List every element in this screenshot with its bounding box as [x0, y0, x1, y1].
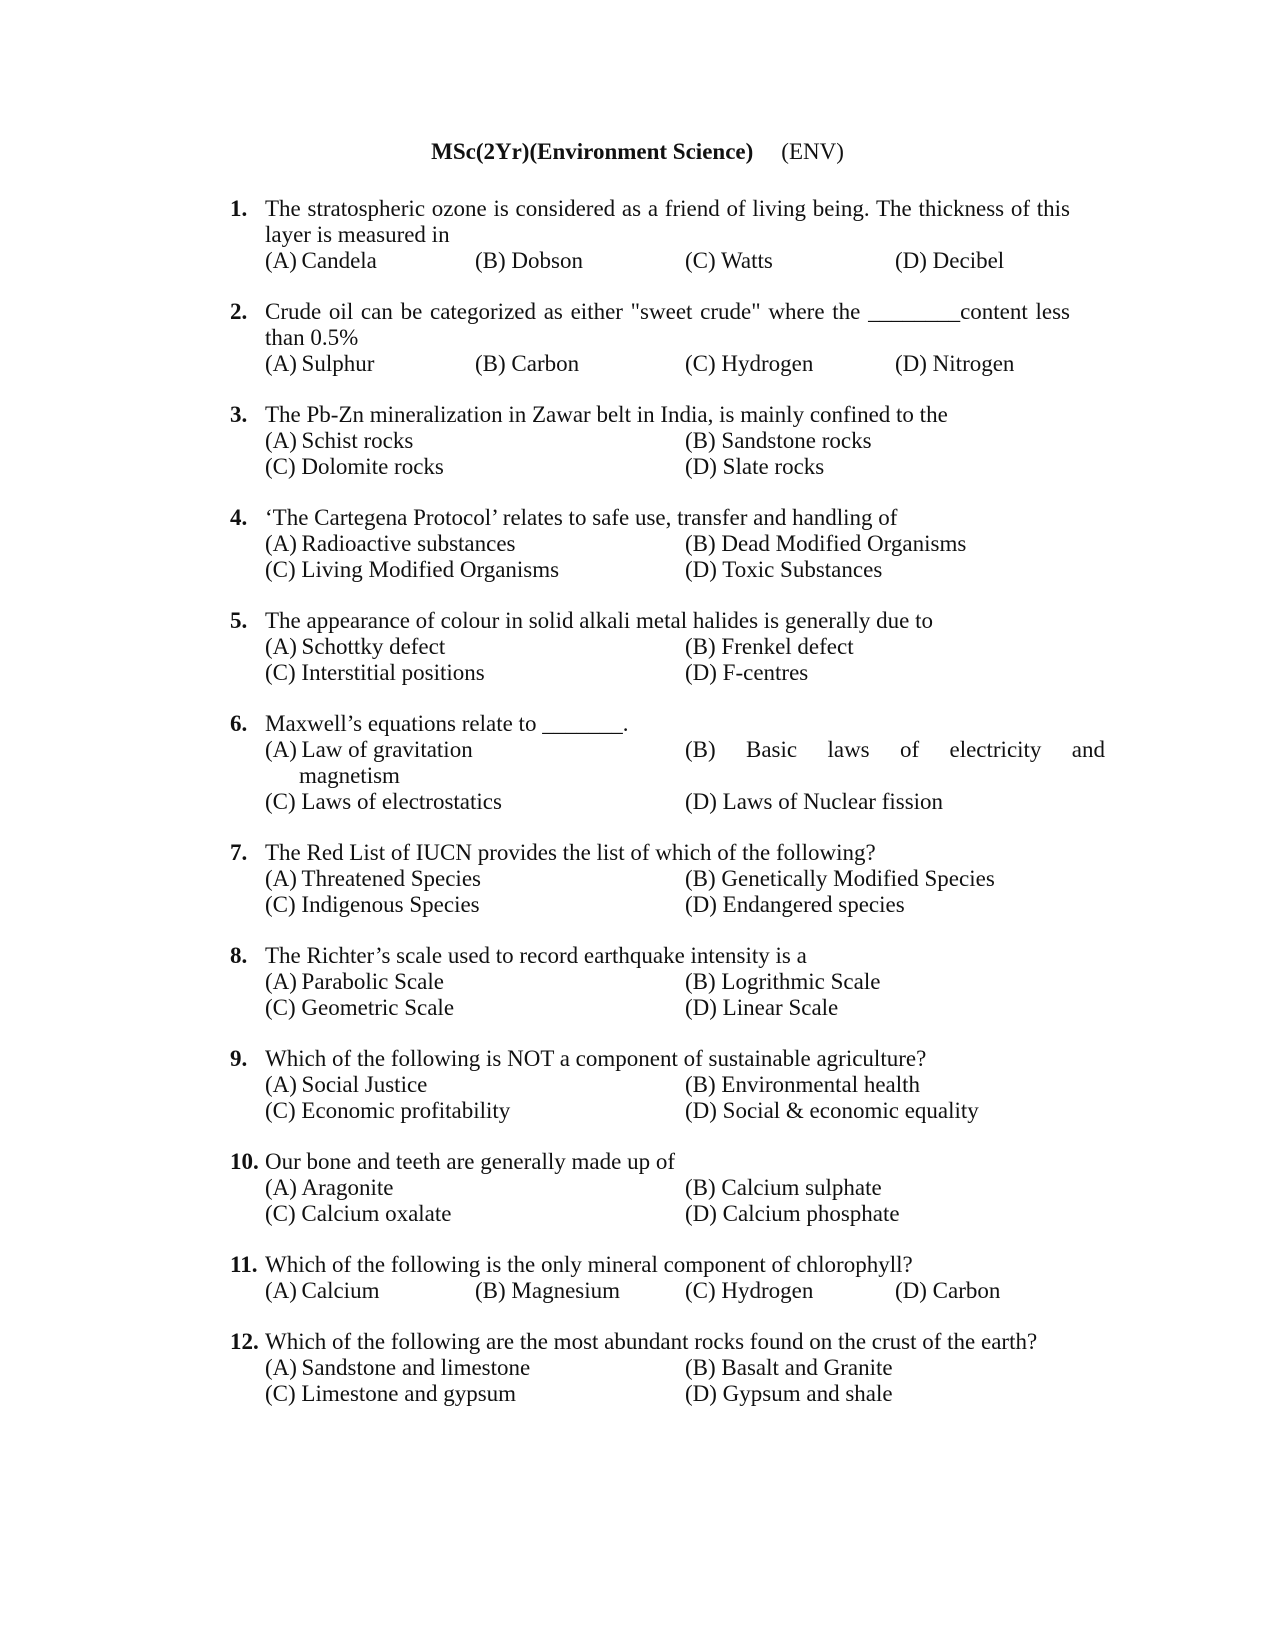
- question-text: The stratospheric ozone is considered as a friend of living being. The thickness of this layer is measured in: [265, 196, 1076, 247]
- question-3: [230, 402, 1070, 480]
- question-number: 6.: [230, 711, 248, 736]
- question-text: Which of the following is the only mineral component of chlorophyll?: [265, 1252, 913, 1277]
- question-text: Which of the following is NOT a component of sustainable agriculture?: [265, 1046, 927, 1071]
- option-list: [265, 1278, 1070, 1304]
- option-list: [265, 969, 1070, 1021]
- question-number: 8.: [230, 943, 248, 968]
- option-c: (C) Laws of electrostatics: [265, 789, 502, 814]
- option-b: (B) Genetically Modified Species: [685, 866, 995, 891]
- question-number: 5.: [230, 608, 248, 633]
- question-5: [230, 608, 1070, 686]
- question-12: [230, 1329, 1070, 1407]
- option-d: (D) Linear Scale: [685, 995, 839, 1020]
- option-d: (D) F-centres: [685, 660, 809, 685]
- option-spacer: [685, 763, 1105, 789]
- option-b: (B) Carbon: [475, 351, 580, 376]
- question-number: 4.: [230, 505, 248, 530]
- option-c: (C) Hydrogen: [685, 1278, 814, 1303]
- option-c: (C) Living Modified Organisms: [265, 557, 560, 582]
- option-d: (D) Laws of Nuclear fission: [685, 789, 944, 814]
- question-text: Crude oil can be categorized as either "sweet crude" where the ________content less than 0.5%: [265, 299, 1076, 350]
- option-c: (C) Hydrogen: [685, 351, 814, 376]
- question-text: The appearance of colour in solid alkali metal halides is generally due to: [265, 608, 934, 633]
- option-a: (A) Schottky defect: [265, 634, 446, 659]
- option-b: (B) Magnesium: [475, 1278, 621, 1303]
- option-b: (B) Calcium sulphate: [685, 1175, 882, 1200]
- option-a: (A) Calcium: [265, 1278, 380, 1303]
- option-a: (A) Parabolic Scale: [265, 969, 444, 994]
- question-6: [230, 711, 1105, 815]
- option-d: (D) Nitrogen: [895, 351, 1015, 376]
- question-number: 7.: [230, 840, 248, 865]
- question-text: The Richter’s scale used to record earthquake intensity is a: [265, 943, 807, 968]
- option-a: (A) Schist rocks: [265, 428, 414, 453]
- option-c: (C) Economic profitability: [265, 1098, 511, 1123]
- option-b: (B) Basic laws of electricity and: [685, 737, 1105, 762]
- question-4: [230, 505, 1070, 583]
- question-number: 9.: [230, 1046, 248, 1071]
- option-list: [265, 1175, 1070, 1227]
- option-list: [265, 248, 1070, 274]
- option-list: [265, 1072, 1070, 1124]
- question-number: 2.: [230, 299, 248, 324]
- question-number: 11.: [230, 1252, 258, 1277]
- option-d: (D) Gypsum and shale: [685, 1381, 893, 1406]
- option-list: [265, 634, 1070, 686]
- option-b: (B) Basalt and Granite: [685, 1355, 893, 1380]
- option-b: (B) Frenkel defect: [685, 634, 854, 659]
- question-7: [230, 840, 1070, 918]
- option-d: (D) Decibel: [895, 248, 1005, 273]
- option-c: (C) Dolomite rocks: [265, 454, 444, 479]
- option-d: (D) Slate rocks: [685, 454, 825, 479]
- option-list: [265, 531, 1070, 583]
- question-10: [230, 1149, 1070, 1227]
- option-b: (B) Sandstone rocks: [685, 428, 872, 453]
- option-b-continuation: magnetism: [299, 763, 400, 788]
- option-list: [265, 1355, 1070, 1407]
- question-text: Our bone and teeth are generally made up of: [265, 1149, 675, 1174]
- option-d: (D) Endangered species: [685, 892, 905, 917]
- option-a: (A) Threatened Species: [265, 866, 481, 891]
- option-a: (A) Sandstone and limestone: [265, 1355, 531, 1380]
- question-text: Which of the following are the most abundant rocks found on the crust of the earth?: [265, 1329, 1038, 1354]
- option-d: (D) Carbon: [895, 1278, 1001, 1303]
- option-c: (C) Watts: [685, 248, 773, 273]
- option-b: (B) Dobson: [475, 248, 583, 273]
- question-text: The Pb-Zn mineralization in Zawar belt in India, is mainly confined to the: [265, 402, 948, 427]
- question-9: [230, 1046, 1070, 1124]
- option-d: (D) Social & economic equality: [685, 1098, 979, 1123]
- option-b: (B) Environmental health: [685, 1072, 921, 1097]
- option-c: (C) Indigenous Species: [265, 892, 480, 917]
- question-1: [230, 196, 1076, 274]
- option-list: [265, 351, 1070, 377]
- question-number: 3.: [230, 402, 248, 427]
- question-number: 1.: [230, 196, 248, 221]
- option-c: (C) Limestone and gypsum: [265, 1381, 517, 1406]
- exam-code: (ENV): [781, 139, 844, 164]
- question-8: [230, 943, 1070, 1021]
- question-11: [230, 1252, 1070, 1304]
- option-a: (A) Aragonite: [265, 1175, 394, 1200]
- option-list: [265, 737, 1105, 815]
- question-text: The Red List of IUCN provides the list of which of the following?: [265, 840, 876, 865]
- question-2: [230, 299, 1076, 377]
- question-text: ‘The Cartegena Protocol’ relates to safe use, transfer and handling of: [265, 505, 898, 530]
- page-header: [0, 139, 1275, 165]
- question-text: Maxwell’s equations relate to _______.: [265, 711, 629, 736]
- option-c: (C) Calcium oxalate: [265, 1201, 452, 1226]
- option-a: (A) Radioactive substances: [265, 531, 516, 556]
- option-a: (A) Social Justice: [265, 1072, 428, 1097]
- question-number: 10.: [230, 1149, 259, 1174]
- option-list: [265, 866, 1070, 918]
- option-d: (D) Toxic Substances: [685, 557, 883, 582]
- option-b: (B) Logrithmic Scale: [685, 969, 881, 994]
- option-list: [265, 428, 1070, 480]
- question-list: [230, 196, 1105, 1432]
- exam-title: MSc(2Yr)(Environment Science): [431, 139, 754, 164]
- option-c: (C) Interstitial positions: [265, 660, 485, 685]
- option-c: (C) Geometric Scale: [265, 995, 455, 1020]
- option-a: (A) Sulphur: [265, 351, 375, 376]
- option-a: (A) Candela: [265, 248, 377, 273]
- option-a: (A) Law of gravitation: [265, 737, 473, 762]
- option-d: (D) Calcium phosphate: [685, 1201, 900, 1226]
- question-number: 12.: [230, 1329, 259, 1354]
- option-b: (B) Dead Modified Organisms: [685, 531, 967, 556]
